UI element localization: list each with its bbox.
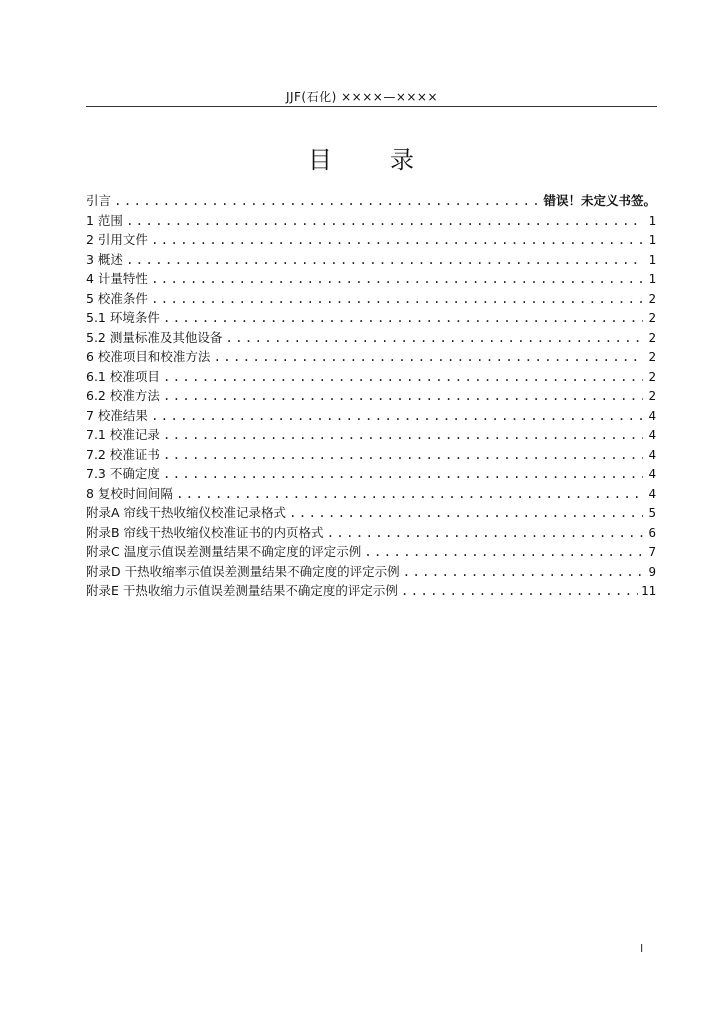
toc-title-char-2: 录 [390,146,416,174]
toc-entry-label: 3 概述 [86,251,123,267]
toc-entry-page: 6 [648,524,656,540]
toc-dot-leader [114,193,540,208]
header-divider [86,106,657,107]
toc-entry[interactable] [86,542,656,562]
toc-entry[interactable] [86,464,656,484]
toc-entry-label: 6.1 校准项目 [86,368,160,384]
toc-entry-page: 4 [648,485,656,501]
toc-entry-label: 7.2 校准证书 [86,446,160,462]
toc-entry-label: 6 校准项目和校准方法 [86,349,211,364]
toc-entry-page: 2 [648,349,656,364]
toc-entry-page: 11 [640,583,656,598]
toc-entry-label: 附录A 帘线干热收缩仪校准记录格式 [86,505,287,520]
toc-entry[interactable] [86,250,656,270]
toc-entry-label: 2 引用文件 [86,232,148,247]
toc-entry[interactable] [86,191,656,211]
toc-entry-label: 8 复校时间间隔 [86,485,173,501]
toc-entry-label: 1 范围 [86,212,123,228]
toc-entry-page: 1 [648,232,656,247]
toc-dot-leader [163,388,643,403]
toc-dot-leader [163,447,643,462]
toc-entry-page: 2 [648,329,656,345]
toc-entry-page: 1 [648,271,656,286]
toc-entry[interactable] [86,328,656,348]
toc-entry[interactable] [86,269,656,289]
toc-entry[interactable] [86,386,656,406]
toc-dot-leader [403,564,643,579]
toc-entry-label: 7.1 校准记录 [86,427,160,442]
toc-dot-leader [163,466,643,481]
toc-entry[interactable] [86,211,656,231]
toc-entry-page: 7 [648,544,656,559]
toc-entry[interactable] [86,289,656,309]
toc-entry-page: 4 [648,466,656,481]
toc-dot-leader [151,408,643,423]
toc-dot-leader [364,544,643,559]
toc-dot-leader [213,349,643,364]
toc-entry[interactable] [86,503,656,523]
toc-entry-page: 4 [648,446,656,462]
toc-entry[interactable] [86,308,656,328]
toc-entry-page: 5 [648,505,656,520]
toc-entry-label: 附录B 帘线干热收缩仪校准证书的内页格式 [86,524,324,540]
toc-entry-label: 附录C 温度示值误差测量结果不确定度的评定示例 [86,544,362,559]
toc-entry[interactable] [86,406,656,426]
toc-dot-leader [163,427,643,442]
toc-dot-leader [151,271,643,286]
toc-dot-leader [126,252,643,267]
toc-entry-page: 1 [648,212,656,228]
toc-entry-label: 5.1 环境条件 [86,310,160,325]
toc-entry[interactable] [86,445,656,465]
toc-entry-label: 附录D 干热收缩率示值误差测量结果不确定度的评定示例 [86,563,400,579]
toc-entry-page: 2 [648,388,656,403]
toc-dot-leader [327,525,643,540]
toc-entry[interactable] [86,425,656,445]
toc-entry-label: 7.3 不确定度 [86,466,160,481]
toc-dot-leader [151,232,643,247]
toc-entry[interactable] [86,347,656,367]
toc-title-char-1: 目 [308,146,334,174]
toc-entry-page: 4 [648,427,656,442]
toc-title [0,140,724,175]
toc-entry[interactable] [86,562,656,582]
toc-entry[interactable] [86,523,656,543]
toc-entry-page: 2 [648,310,656,325]
toc-entry[interactable] [86,367,656,387]
toc-entry-label: 附录E 干热收缩力示值误差测量结果不确定度的评定示例 [86,583,398,598]
toc-dot-leader [163,310,643,325]
toc-entry-label: 4 计量特性 [86,271,148,286]
toc-entry-page: 4 [648,407,656,423]
page-number: I [640,942,644,955]
toc-entry-page: 1 [648,251,656,267]
toc-entry-label: 5.2 测量标准及其他设备 [86,329,223,345]
toc-entry[interactable] [86,484,656,504]
toc-entry-label: 7 校准结果 [86,407,148,423]
toc-dot-leader [289,505,643,520]
toc-entry[interactable] [86,230,656,250]
toc-entry[interactable] [86,581,656,601]
toc-entry-label: 6.2 校准方法 [86,388,160,403]
toc-entry-error-message: 错误！未定义书签。 [543,193,656,208]
toc-dot-leader [401,583,638,598]
toc-entry-label: 引言 [86,193,112,208]
toc-dot-leader [151,291,643,306]
toc-entry-page: 2 [648,368,656,384]
toc-entry-page: 2 [648,290,656,306]
toc-dot-leader [126,213,643,228]
toc-entry-label: 5 校准条件 [86,290,148,306]
toc-dot-leader [176,486,643,501]
toc-dot-leader [225,330,643,345]
toc-dot-leader [163,369,643,384]
toc-list [86,191,656,601]
document-header-code: JJF(石化) ××××—×××× [285,90,439,104]
toc-entry-page: 9 [648,563,656,579]
